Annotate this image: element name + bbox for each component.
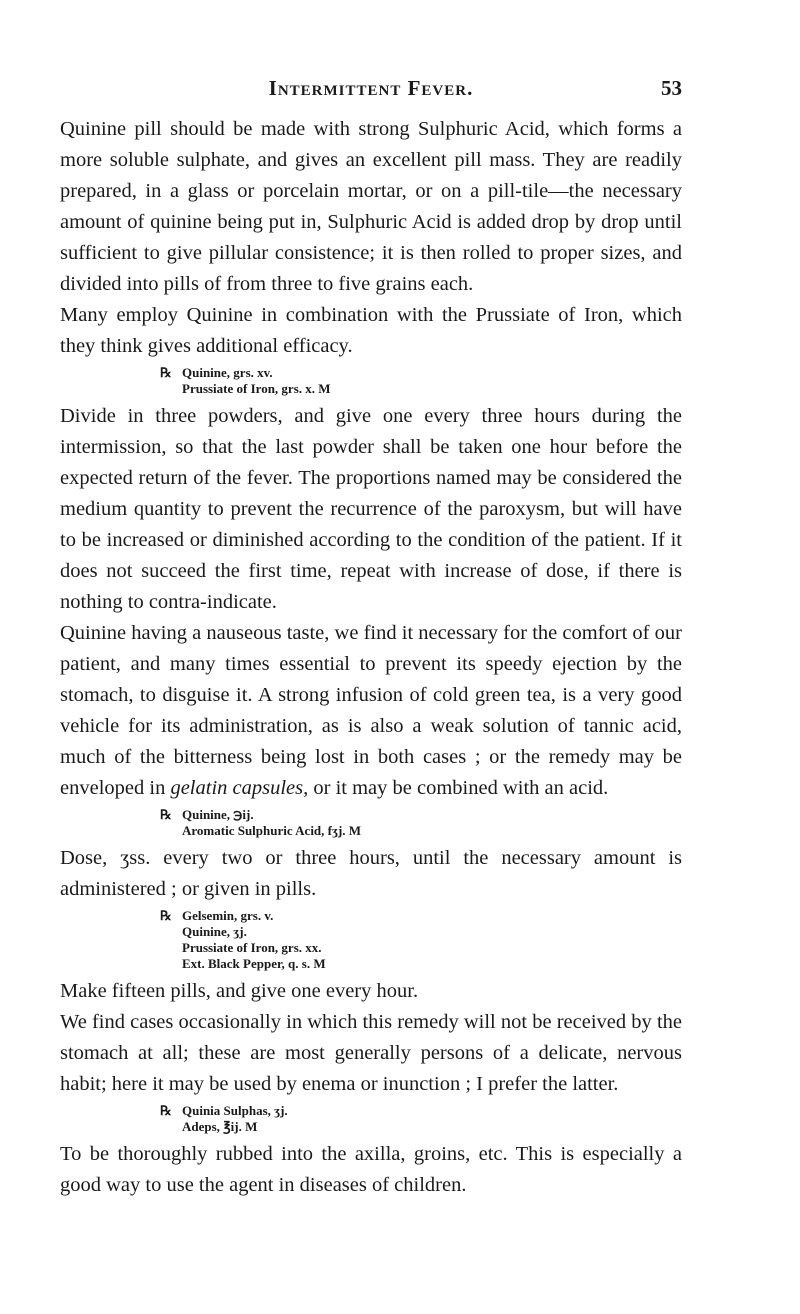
prescription-line: Ext. Black Pepper, q. s. M	[182, 956, 326, 971]
prescription-line	[160, 365, 682, 381]
text-span: or it may be combined with an acid.	[308, 777, 609, 799]
paragraph-dose: Dose, ʒss. every two or three hours, until the necessary amount is administered ; or given in pills.	[60, 847, 682, 900]
recipe-symbol: ℞	[160, 807, 172, 822]
prescription-ingredient: Gelsemin, grs. v.	[182, 908, 274, 923]
prescription-3	[160, 908, 682, 972]
prescription-line: Quinine, ʒj.	[182, 924, 247, 939]
prescription-ingredient: Quinine, ℈ij.	[182, 807, 254, 822]
recipe-symbol: ℞	[160, 1103, 172, 1118]
paragraph-rubbed-axilla: To be thoroughly rubbed into the axilla, groins, etc. This is especially a good way to use the agent in diseases of children.	[60, 1143, 682, 1196]
prescription-1	[160, 365, 682, 397]
paragraph-fifteen-pills: Make fifteen pills, and give one every hour.	[60, 980, 419, 1002]
paragraph-divide-powders: Divide in three powders, and give one every three hours during the intermission, so that the last powder shall be taken one hour before the expected return of the fever. The proportions named may be considered the medium quantity to prevent the recurrence of the paroxysm, but will have to be increased or diminished according to the condition of the patient. If it does not succeed the first time, repeat with increase of dose, if there is nothing to contra-indicate.	[60, 405, 682, 613]
prescription-ingredient: Quinine, grs. xv.	[182, 365, 273, 380]
prescription-2	[160, 807, 682, 839]
prescription-ingredient: Quinia Sulphas, ʒj.	[182, 1103, 288, 1118]
paragraph-quinine-pill: Quinine pill should be made with strong Sulphuric Acid, which forms a more soluble sulphate, and gives an excellent pill mass. They are readily prepared, in a glass or porcelain mortar, or on a pill-tile—the necessary amount of quinine being put in, Sulphuric Acid is added drop by drop until sufficient to give pillular consistence; it is then rolled to proper sizes, and divided into pills of from three to five grains each.	[60, 118, 682, 295]
running-title: Intermittent Fever.	[268, 76, 474, 100]
prescription-line: Prussiate of Iron, grs. x. M	[182, 381, 331, 396]
prescription-4	[160, 1103, 682, 1135]
page-number: 53	[661, 76, 682, 100]
prescription-line	[160, 908, 682, 924]
prescription-line: Aromatic Sulphuric Acid, fʒj. M	[182, 823, 362, 838]
paragraph-prussiate-combination: Many employ Quinine in combination with the Prussiate of Iron, which they think gives additional efficacy.	[60, 304, 682, 357]
prescription-line	[160, 1103, 682, 1119]
italic-text: gelatin capsules,	[170, 777, 309, 799]
paragraph-nauseous-taste	[60, 618, 682, 804]
page-header	[60, 76, 682, 106]
prescription-line: Adeps, ℥ij. M	[182, 1119, 258, 1134]
page-body	[60, 114, 682, 1201]
text-span: Quinine having a nauseous taste, we find it necessary for the comfort of our patient, and many times essential to prevent its speedy ejection by the stomach, to disguise it. A strong infusion of cold green tea, is a very good vehicle for its administration, as is also a weak solution of tannic acid, much of the bitterness being lost in both cases ; or the remedy may be enveloped in	[60, 622, 682, 799]
paragraph-inunction: We find cases occasionally in which this remedy will not be received by the stomach at all; these are most generally persons of a delicate, nervous habit; here it may be used by enema or inunction ; I prefer the latter.	[60, 1011, 682, 1095]
recipe-symbol: ℞	[160, 908, 172, 923]
prescription-line	[160, 807, 682, 823]
recipe-symbol: ℞	[160, 365, 172, 380]
prescription-line: Prussiate of Iron, grs. xx.	[182, 940, 322, 955]
